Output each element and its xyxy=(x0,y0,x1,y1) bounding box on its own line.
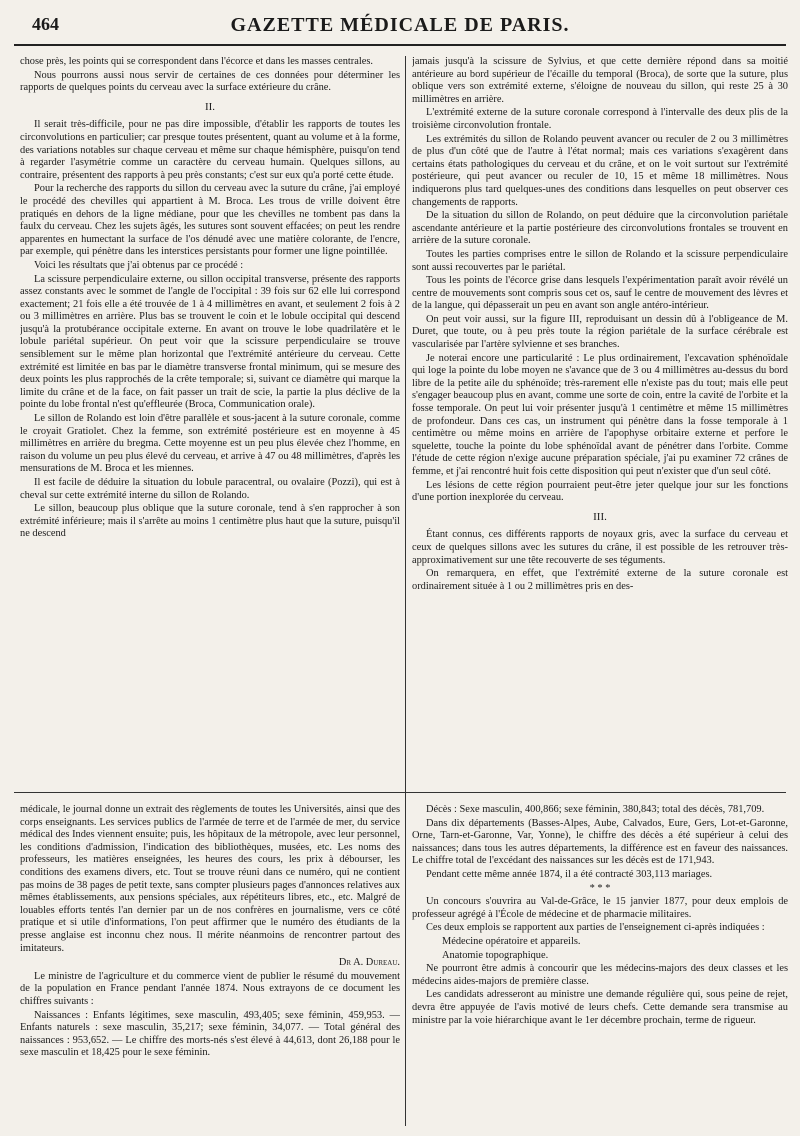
paragraph: Naissances : Enfants légitimes, sexe masculin, 493,405; sexe féminin, 459,953. — Enfants naturels : sexe masculin, 35,217; sexe féminin, 34,077. — Total général des naissances : 953,652. — Le chiffre des morts-nés s'est élevé à 44,613, dont 26,188 pour le sexe masculin et 18,425 pour le sexe féminin. xyxy=(20,1009,400,1059)
paragraph: Le sillon, beaucoup plus oblique que la suture coronale, tend à s'en rapprocher à son extrémité inférieure; mais il s'arrête au moins 1 centimètre plus haut que la suture, puisqu'il ne descend xyxy=(20,503,400,540)
paragraph: Décès : Sexe masculin, 400,866; sexe féminin, 380,843; total des décès, 781,709. xyxy=(426,804,765,815)
paragraph: Il serait très-difficile, pour ne pas dire impossible, d'établir les rapports de toutes les circonvolutions en particulier; car presque toutes présentent, quant au volume et à la forme, des variations notables sur chaque cerveau et même sur chaque hémisphère, puisqu'on tend à regarder l'asymétrie comme un caractère du cerveau humain. Quelques sillons, au contraire, présentent des rapports à peu près constants; c'est sur eux qu'a porté cette étude. xyxy=(20,119,400,181)
paragraph: On remarquera, en effet, que l'extrémité externe de la suture coronale est ordinairement située à 1 ou 2 millimètres pris en des- xyxy=(412,568,788,592)
section-heading: II. xyxy=(204,100,216,113)
paragraph: Il est facile de déduire la situation du lobule paracentral, ou ovalaire (Pozzi), qui est à cheval sur cette extrémité interne du sillon de Rolando. xyxy=(20,477,400,501)
paragraph: chose près, les points qui se correspondent dans l'écorce et dans les masses centrales. xyxy=(20,56,374,67)
author-signature: Dr A. Dureau. xyxy=(338,957,400,969)
paragraph: L'extrémité externe de la suture coronale correspond à l'intervalle des deux plis de la troisième circonvolution frontale. xyxy=(412,107,788,131)
journal-title: GAZETTE MÉDICALE DE PARIS. xyxy=(230,14,570,36)
paragraph: Un concours s'ouvrira au Val-de-Grâce, le 15 janvier 1877, pour deux emplois de professeur agrégé à l'École de médecine et de pharmacie militaires. xyxy=(412,896,788,920)
section-heading: III. xyxy=(593,510,607,523)
paragraph: Tous les points de l'écorce grise dans lesquels l'expérimentation paraît avoir révélé un centre de mouvements sont compris sous cet os, sauf le centre de mouvement des lèvres et de la langue, qui dépasserait un peu en avant son angle antéro-intérieur. xyxy=(412,275,788,312)
article-column-right xyxy=(412,56,788,786)
article-column-left xyxy=(20,56,400,786)
paragraph: Nous pourrons aussi nous servir de certaines de ces données pour déterminer les rapports de quelques points du cerveau avec la surface extérieure du crâne. xyxy=(20,69,400,94)
paragraph: Pendant cette même année 1874, il a été contracté 303,113 mariages. xyxy=(426,868,713,880)
section-divider xyxy=(14,792,786,793)
paragraph: Étant connus, ces différents rapports de noyaux gris, avec la surface du cerveau et ceux de quelques sillons avec les sutures du crâne, il est possible de les retrouver très-approximativement sur une tête recouverte de ses téguments. xyxy=(412,529,788,566)
paragraph: Je noterai encore une particularité : Le plus ordinairement, l'excavation sphénoïdale qui loge la pointe du lobe moyen ne s'avance que de 3 ou 4 millimètres au-dessus du bord libre de la petite aile du sphénoïde; très-rarement elle n'existe pas du tout; mais elle peut s'engager beaucoup plus en avant, comme une sorte de coin, entre la cavité de l'orbite et la fosse temporale. On peut lui voir présenter jusqu'à 1 centimètre et même 15 millimètres de profondeur. Dans ces cas, un instrument qui pénètre dans la fosse temporale à 1 centimètre ou même moins en arrière de l'apophyse orbitaire externe et perfore le squelette, touche la pointe du lobe sphénoïdal avant de pénétrer dans l'orbite. Comme l'étude de cette région n'exige aucune préparation spéciale, j'ai pu examiner 72 crânes de femme, et j'ai rencontré huit fois cette disposition qui peut n'exister que d'un seul côté. xyxy=(412,352,788,477)
page-header xyxy=(14,10,786,46)
paragraph: Les extrémités du sillon de Rolando peuvent avancer ou reculer de 2 ou 3 millimètres de plus d'un côté que de l'autre à l'état normal; mais ces variations s'exagèrent dans certains états pathologiques du cerveau et du crâne, et on le voit surtout sur l'extrémité postérieure, qui peut avancer ou reculer de 10, 15 et même 18 millimètres. Nous indiquerons plus tard quelques-unes des conditions dans lesquelles on peut observer ces changements de rapports. xyxy=(412,133,788,208)
paragraph: Le ministre de l'agriculture et du commerce vient de publier le résumé du mouvement de la population en France pendant l'année 1874. Nous extrayons de ce document les chiffres suivants : xyxy=(20,970,400,1007)
paragraph: Voici les résultats que j'ai obtenus par ce procédé : xyxy=(34,259,244,271)
paragraph: jamais jusqu'à la scissure de Sylvius, et que cette dernière répond dans sa moitié antérieure au bord supérieur de l'écaille du temporal (Broca), de sorte que la suture, plus oblique vers son extrémité externe, s'éloigne de nouveau du sillon, qui reste 25 à 30 millimètres en arrière. xyxy=(412,56,788,105)
paragraph: Le sillon de Rolando est loin d'être parallèle et sous-jacent à la suture coronale, comme le croyait Gratiolet. Chez la femme, son extrémité postérieure est en moyenne à 45 millimètres en arrière du bregma. Cette moyenne est un peu plus élevée chez l'homme, en raison du volume un peu plus élevé du cerveau, et arrive à 47 ou 48 millimètres, d'après les mensurations de M. Broca et les miennes. xyxy=(20,413,400,475)
news-column-left xyxy=(20,804,400,1130)
paragraph: Ces deux emplois se rapportent aux parties de l'enseignement ci-après indiquées : xyxy=(426,922,765,934)
paragraph: La scissure perpendiculaire externe, ou sillon occipital transverse, présente des rapports assez constants avec le sommet de l'angle de l'occipital : 39 fois sur 62 elle lui correspond exactement; 21 fois elle a été trouvée de 1 à 4 millimètres en avant, et seulement 2 fois à 2 ou 3 millimètres en arrière. Plus bas se trouvent le coin et le lobule occipital qui descend jusqu'à la protubérance occipitale externe. En avant on trouve le lobe quadrilatère et le lobule pariétal supérieur. On peut voir que la scissure perpendiculaire se trouve sensiblement sur le même plan horizontal que l'extrémité antérieure du cerveau. Cette extrémité est limitée en bas par le diamètre transverse frontal minimum, qui se mesure des deux points les plus rapprochés de la crête temporale; si, suivant ce diamètre qui marque la limite du crâne et de la face, on fait passer un trait de scie, la partie la plus déclive de la pointe du lobe frontal n'est qu'effleurée (Broca, Communication orale). xyxy=(20,273,400,411)
news-column-right xyxy=(412,804,788,1130)
paragraph: Les lésions de cette région pourraient peut-être jeter quelque jour sur les fonctions d'une portion inexplorée du cerveau. xyxy=(412,479,788,504)
paragraph: On peut voir aussi, sur la figure III, reproduisant un dessin dû à l'obligeance de M. Duret, que toute, ou à peu près toute la région pariétale de la surface cérébrale est vascularisée par l'artère sylvienne et ses branches. xyxy=(412,313,788,351)
asterism-separator: * * * xyxy=(589,882,611,894)
list-item: Médecine opératoire et appareils. xyxy=(442,935,581,947)
paragraph: Ne pourront être admis à concourir que les médecins-majors des deux classes et les médecins aides-majors de première classe. xyxy=(412,963,788,987)
paragraph: Pour la recherche des rapports du sillon du cerveau avec la suture du crâne, j'ai employé le procédé des chevilles qui appartient à M. Broca. Les trous de vrille doivent être pratiqués en dehors de la ligne médiane, pour que les chevilles ne tombent pas dans la faulx du cerveau. Chez les sujets âgés, les sutures sont souvent effacées; on peut les rendre apparentes en humectant la surface de l'os dénudé avec une matière colorante, de l'encre, par exemple, qui pénètre dans les interstices persistants pour former une ligne pointillée. xyxy=(20,183,400,258)
paragraph: médicale, le journal donne un extrait des règlements de toutes les Universités, ainsi que des corps enseignants. Les services publics de l'armée de terre et de l'armée de mer, du service médical des Indes viennent ensuite; puis, les hôpitaux de la métropole, avec leur personnel, les conditions d'admission, l'indication des bibliothèques, musées, etc. Les noms des professeurs, les matières enseignées, les heures des cours, les prix à débourser, les conditions des examens divers, etc. Tout se trouve réuni dans ce numéro, qui ne contient pas moins de 38 pages de petit texte, sans compter plusieurs pages d'annonces relatives aux mêmes établissements, aux pensions spéciales, aux répétiteurs libres, etc., etc. Malgré de louables efforts tentés l'an dernier par un de nos confrères en journalisme, vers ce côté pratique et si utile d'informations, l'on peut affirmer que le numéro des étudiants de la presse anglaise est inconnu chez nous. Il mérite néanmoins de rencontrer partout des imitateurs. xyxy=(20,804,400,954)
paragraph: De la situation du sillon de Rolando, on peut déduire que la circonvolution pariétale ascendante antérieure et la partie postérieure des circonvolutions frontales se trouvent en arrière de la suture coronale. xyxy=(412,210,788,247)
list-item: Anatomie topographique. xyxy=(442,949,549,961)
column-divider xyxy=(405,56,406,1126)
paragraph: Les candidats adresseront au ministre une demande régulière qui, sous peine de rejet, devra être appuyée de l'avis motivé de leurs chefs. Cette demande sera transmise au ministre par la voie hiérarchique avant le 1er décembre prochain, terme de rigueur. xyxy=(412,989,788,1026)
page-number: 464 xyxy=(32,14,59,34)
paragraph: Toutes les parties comprises entre le sillon de Rolando et la scissure perpendiculaire sont aussi recouvertes par le pariétal. xyxy=(412,248,788,273)
paragraph: Dans dix départements (Basses-Alpes, Aube, Calvados, Eure, Gers, Lot-et-Garonne, Orne, Tarn-et-Garonne, Var, Yonne), le chiffre des décès a été supérieur à celui des naissances; dans tous les autres départements, la différence est en faveur des naissances. Le chiffre total de l'excédant des naissances sur les décès est de 171,943. xyxy=(412,817,788,867)
